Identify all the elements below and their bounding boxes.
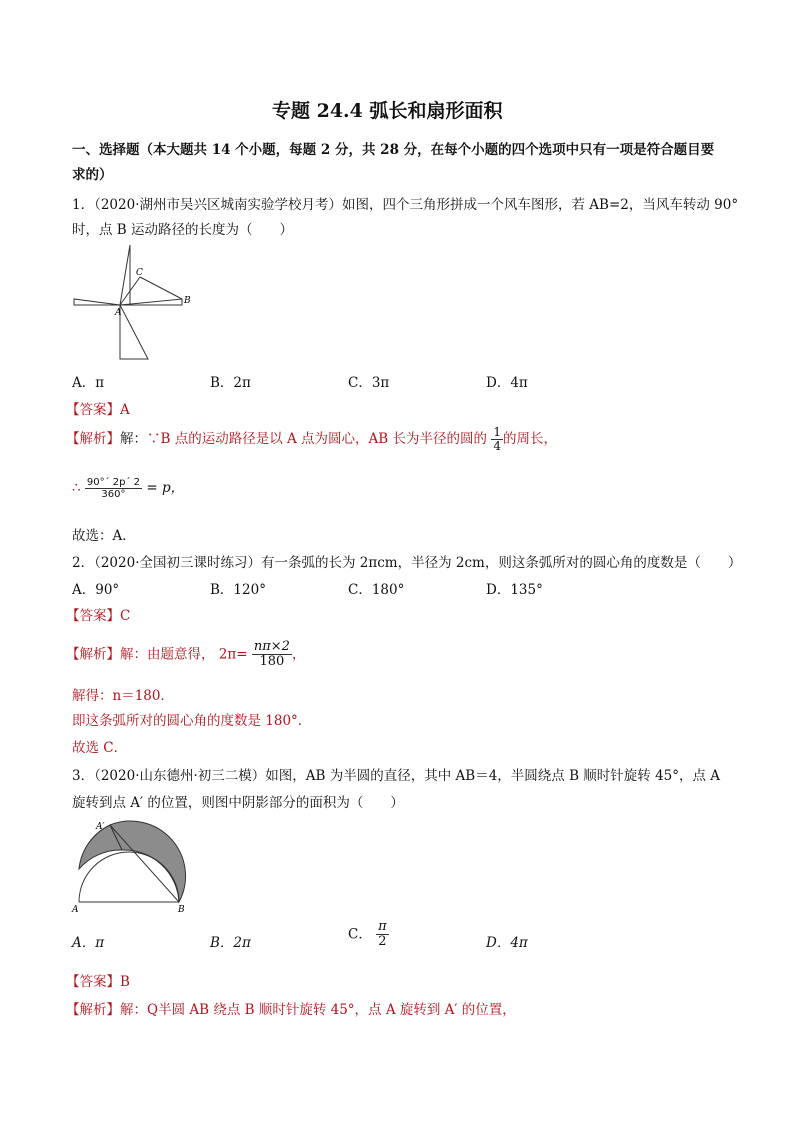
q2-solve: 解得：n＝180．: [72, 688, 174, 704]
q1-calc-result: = p，: [146, 480, 185, 496]
pinwheel-blade-right: [120, 299, 182, 305]
q1-conclusion: 故选：A．: [72, 528, 136, 544]
q2-option-b: B．120°: [210, 582, 266, 598]
q2-eq-left: 2π=: [218, 646, 248, 663]
q1-stem-line1: 1．（2020·湖州市吴兴区城南实验学校月考）如图，四个三角形拼成一个风车图形，若 AB=2，当风车转动 90°: [72, 197, 739, 213]
q1-analysis: [66, 426, 557, 453]
q1-analysis-prefix: 解：: [120, 431, 147, 448]
q1-calc-fraction: [85, 477, 142, 500]
fig3-label-b: B: [178, 905, 185, 915]
q2-fraction-den: 180: [259, 654, 285, 670]
q1-answer-value: A: [120, 402, 130, 418]
q3-analysis: [66, 998, 516, 1018]
fig1-label-a: A: [115, 308, 122, 318]
q3-option-c: [348, 920, 389, 950]
page-title: 专题 24.4 弧长和扇形面积: [272, 100, 503, 122]
pinwheel-blade-top: [120, 245, 130, 305]
q2-conclusion: 故选 C．: [72, 740, 128, 756]
section-heading-line2: 求的）: [72, 167, 113, 183]
fig1-label-b: B: [184, 296, 191, 306]
q3-option-c-num: π: [378, 919, 387, 934]
q3-option-c-label: C．: [348, 926, 372, 943]
q1-analysis-suffix: 的周长，: [502, 431, 557, 448]
q3-option-b: [210, 931, 251, 951]
shaded-region: [110, 821, 186, 902]
q3-stem-line2: 旋转到点 A′ 的位置，则图中阴影部分的面积为（ ）: [72, 795, 404, 811]
q1-calculation: [72, 476, 184, 500]
q2-answer: [66, 604, 130, 624]
answer-tag: 【答案】: [66, 402, 120, 418]
q2-fraction-num: nπ×2: [253, 639, 290, 654]
q2-fraction: [252, 640, 292, 670]
section-heading-line1: 一、选择题（本大题共 14 个小题，每题 2 分，共 28 分，在每个小题的四个选项中只有一项是符合题目要: [72, 142, 715, 158]
q2-answer-value: C: [120, 608, 131, 624]
q3-option-b-text: B．2π: [210, 935, 251, 951]
q1-option-d: D．4π: [486, 375, 528, 391]
q3-answer: [66, 970, 130, 990]
q2-option-a: A．90°: [72, 582, 120, 598]
answer-tag: 【答案】: [66, 608, 120, 624]
pinwheel-blade-bottom: [120, 305, 148, 359]
q2-option-d: D．135°: [486, 582, 543, 598]
pinwheel-blade-left: [74, 299, 120, 305]
analysis-tag: 【解析】: [66, 646, 120, 663]
q2-eq-end: ，: [291, 646, 306, 663]
q2-analysis: [66, 640, 305, 670]
q1-analysis-text: ∵B 点的运动路径是以 A 点为圆心，AB 长为半径的圆的: [147, 431, 488, 448]
q2-analysis-text: 解：由题意得，: [120, 646, 215, 663]
q1-option-a: A．π: [72, 375, 105, 391]
q3-option-c-fraction: [376, 920, 389, 950]
q3-option-a: [72, 931, 104, 951]
q1-option-b: B．2π: [210, 375, 251, 391]
fig1-label-c: C: [136, 268, 143, 278]
q1-fraction-num: 1: [493, 425, 501, 439]
q1-fraction-den: 4: [493, 439, 501, 454]
q3-option-d: [486, 931, 528, 951]
analysis-tag: 【解析】: [66, 431, 120, 448]
pinwheel-figure: [72, 243, 202, 363]
fig3-label-a-prime: A′: [96, 822, 105, 832]
fig3-label-a: A: [72, 905, 79, 915]
q3-option-a-text: A．π: [72, 935, 105, 951]
q1-stem-line2: 时，点 B 运动路径的长度为（ ）: [72, 222, 294, 238]
answer-tag: 【答案】: [66, 974, 120, 990]
q1-fraction: [491, 426, 503, 453]
q2-statement: 即这条弧所对的圆心角的度数是 180°．: [72, 713, 312, 729]
q3-option-c-den: 2: [378, 934, 387, 950]
q3-analysis-text: 解：Q半圆 AB 绕点 B 顺时针旋转 45°，点 A 旋转到 A′ 的位置，: [120, 1002, 516, 1018]
q3-stem-line1: 3．（2020·山东德州·初三二模）如图，AB 为半圆的直径，其中 AB＝4，半圆绕点 B 顺时针旋转 45°，点 A: [72, 768, 721, 784]
q3-answer-value: B: [120, 974, 130, 990]
q1-calc-num: 90°´ 2p´ 2: [86, 477, 141, 488]
q1-calc-den: 360°: [101, 489, 126, 500]
q1-option-c: C．3π: [348, 375, 390, 391]
therefore-symbol: ∴: [72, 480, 81, 496]
rotated-semicircle-figure: [68, 815, 198, 915]
q1-answer: [66, 398, 130, 418]
q2-option-c: C．180°: [348, 582, 405, 598]
q3-option-d-text: D．4π: [486, 935, 528, 951]
q2-stem: 2．（2020·全国初三课时练习）有一条弧的长为 2πcm，半径为 2cm，则这条弧所对的圆心角的度数是（ ）: [72, 555, 742, 571]
analysis-tag: 【解析】: [66, 1002, 120, 1018]
